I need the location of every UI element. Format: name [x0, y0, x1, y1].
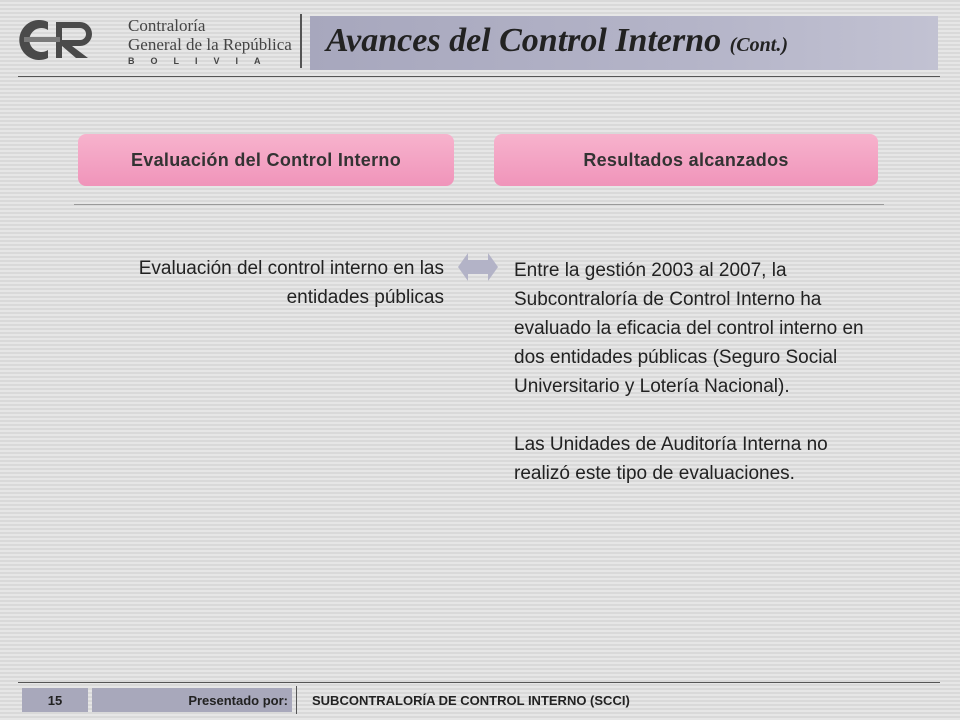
content-divider — [74, 204, 884, 205]
title-bar — [310, 16, 938, 70]
header-rule — [18, 76, 940, 77]
footer-separator — [296, 686, 297, 714]
logo-line-bolivia: BOLIVIA — [128, 56, 277, 66]
cgr-logo-icon — [18, 16, 118, 64]
double-arrow-icon — [458, 250, 498, 284]
slide-footer — [0, 680, 960, 720]
header-separator — [300, 14, 302, 68]
evaluation-description: Evaluación del control interno en las entidades públicas — [138, 258, 444, 308]
slide-header — [0, 0, 960, 80]
logo-line-general: General de la República — [128, 35, 292, 54]
logo-wordmark — [128, 16, 292, 66]
slide-title-main: Avances del Control Interno — [326, 22, 722, 59]
organization-logo — [18, 12, 300, 70]
slide-title-suffix: (Cont.) — [729, 34, 788, 56]
results-paragraph: Las Unidades de Auditoría Interna no realizó este tipo de evaluaciones. — [514, 434, 828, 484]
logo-line-contraloria: Contraloría — [128, 16, 206, 35]
footer-rule — [18, 682, 940, 683]
results-description — [514, 256, 884, 517]
left-column-heading: Evaluación del Control Interno — [78, 134, 454, 186]
presenter-organization: SUBCONTRALORÍA DE CONTROL INTERNO (SCCI) — [312, 692, 630, 708]
results-paragraph: Entre la gestión 2003 al 2007, la Subcontraloría de Control Interno ha evaluado la eficacia del control interno en dos entidades públicas (Seguro Social Universitario y Lotería Nacional). — [514, 260, 864, 397]
presented-by-label: Presentado por: — [92, 688, 292, 712]
right-column-heading: Resultados alcanzados — [494, 134, 878, 186]
slide-title — [326, 22, 788, 60]
page-number: 15 — [22, 688, 88, 712]
